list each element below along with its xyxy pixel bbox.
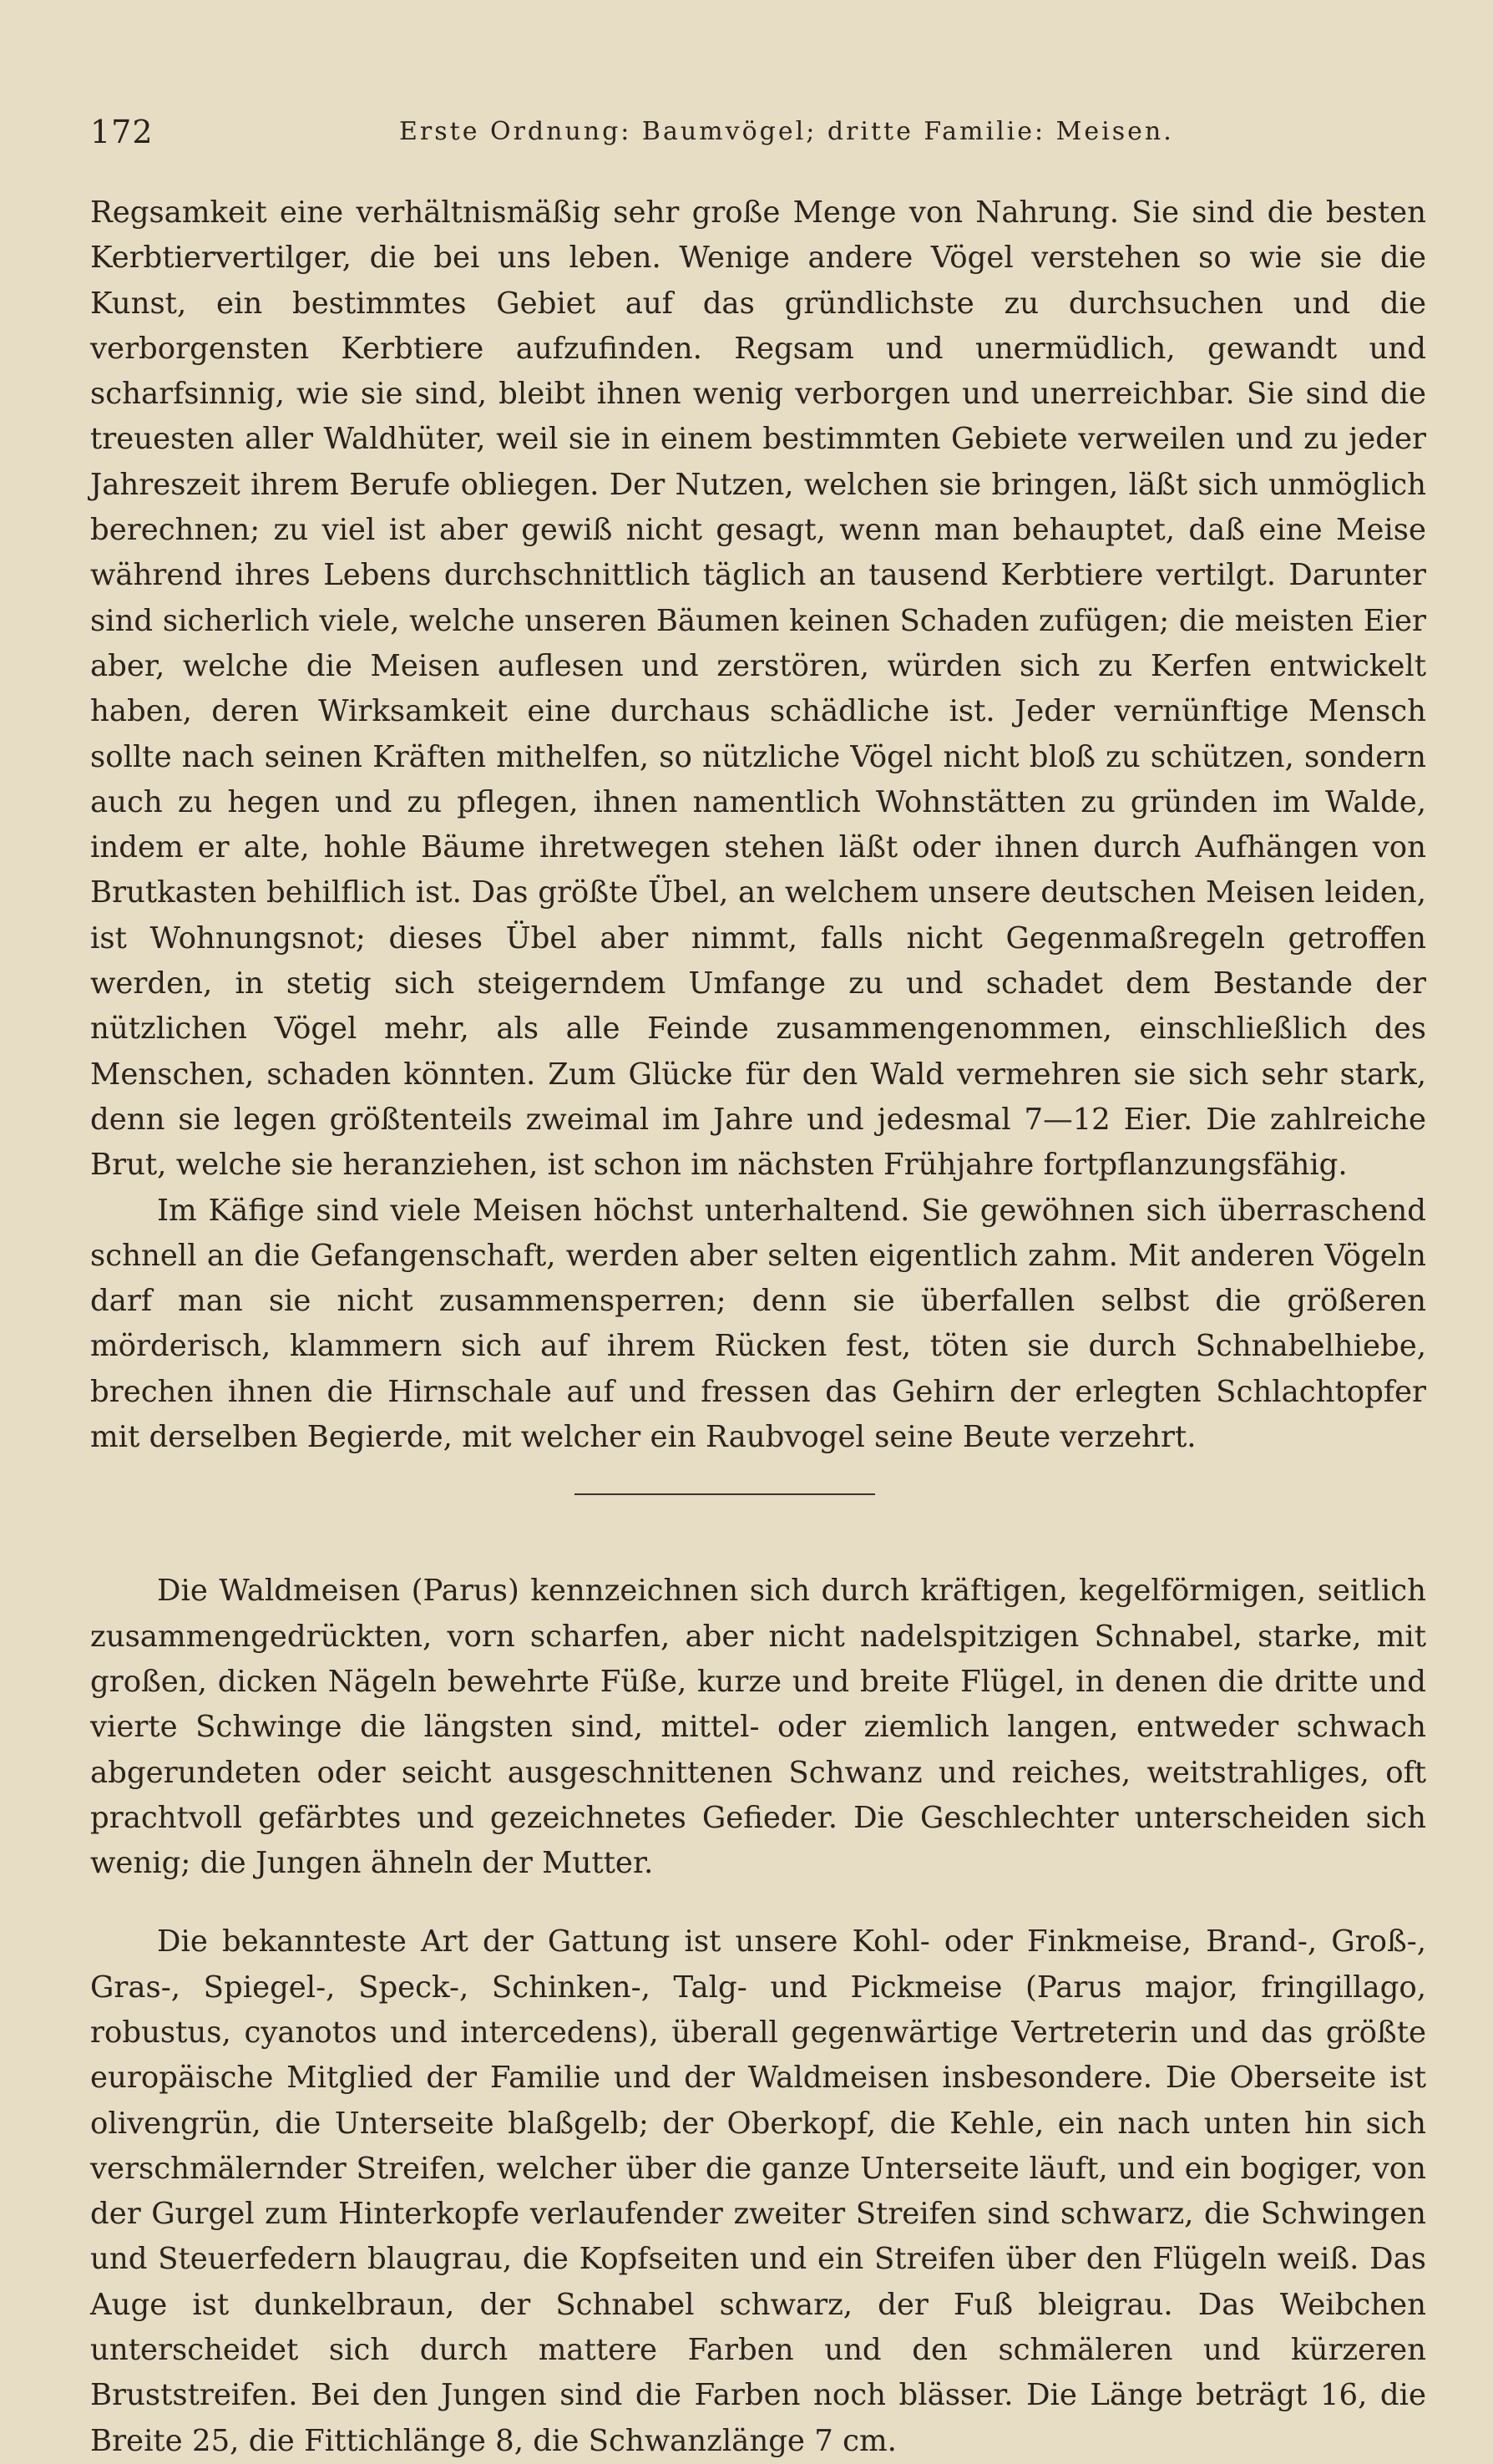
- paragraph-waldmeisen: Die Waldmeisen (Parus) kennzeichnen sich durch kräftigen, kegelförmigen, seitlich zusammengedrückten, vorn scharfen, aber nicht nadelspitzigen Schnabel, starke, mit großen, dicken Nägeln bewehrte Füße, kurze und breite Flügel, in denen die dritte und vierte Schwinge die längsten sind, mittel- oder ziemlich langen, entweder schwach abgerundeten oder seicht ausgeschnittenen Schwanz und reiches, weitstrahliges, oft prachtvoll gefärbtes und gezeichnetes Gefieder. Die Geschlechter unterscheiden sich wenig; die Jungen ähneln der Mutter.: [90, 1574, 1426, 1881]
- running-head: [90, 99, 1426, 154]
- section-divider: [574, 1493, 875, 1495]
- page-number: 172: [90, 114, 154, 150]
- paragraph-meisen-nutzen: Regsamkeit eine verhältnismäßig sehr große Menge von Nahrung. Sie sind die besten Kerbtiervertilger, die bei uns leben. Wenige andere Vögel verstehen so wie sie die Kunst, ein bestimmtes Gebiet auf das gründlichste zu durchsuchen und die verborgensten Kerbtiere aufzufinden. Regsam und unermüdlich, gewandt und scharfsinnig, wie sie sind, bleibt ihnen wenig verborgen und unerreichbar. Sie sind die treuesten aller Waldhüter, weil sie in einem bestimmten Gebiete verweilen und zu jeder Jahreszeit ihrem Berufe obliegen. Der Nutzen, welchen sie bringen, läßt sich unmöglich berechnen; zu viel ist aber gewiß nicht gesagt, wenn man behauptet, daß eine Meise während ihres Lebens durchschnittlich täglich an tausend Kerbtiere vertilgt. Darunter sind sicherlich viele, welche unseren Bäumen keinen Schaden zufügen; die meisten Eier aber, welche die Meisen auflesen und zerstören, würden sich zu Kerfen entwickelt haben, deren Wirksamkeit eine durchaus schädliche ist. Jeder vernünftige Mensch sollte nach seinen Kräften mithelfen, so nützliche Vögel nicht bloß zu schützen, sondern auch zu hegen und zu pflegen, ihnen namentlich Wohnstätten zu gründen im Walde, indem er alte, hohle Bäume ihretwegen stehen läßt oder ihnen durch Aufhängen von Brutkasten behilflich ist. Das größte Übel, an welchem unsere deutschen Meisen leiden, ist Wohnungsnot; dieses Übel aber nimmt, falls nicht Gegenmaßregeln getroffen werden, in stetig sich steigerndem Umfange zu und schadet dem Bestande der nützlichen Vögel mehr, als alle Feinde zusammengenommen, einschließlich des Menschen, schaden könnten. Zum Glücke für den Wald vermehren sie sich sehr stark, denn sie legen größtenteils zweimal im Jahre und jedesmal 7—12 Eier. Die zahlreiche Brut, welche sie heranziehen, ist schon im nächsten Frühjahre fortpflanzungsfähig.: [90, 195, 1426, 1183]
- paragraph-meisen-kaefig: Im Käfige sind viele Meisen höchst unterhaltend. Sie gewöhnen sich überraschend schnell an die Gefangenschaft, werden aber selten eigentlich zahm. Mit anderen Vögeln darf man sie nicht zusammensperren; denn sie überfallen selbst die größeren mörderisch, klammern sich auf ihrem Rücken fest, töten sie durch Schnabelhiebe, brechen ihnen die Hirnschale auf und fressen das Gehirn der erlegten Schlachtopfer mit derselben Begierde, mit welcher ein Raubvogel seine Beute verzehrt.: [90, 1193, 1426, 1455]
- running-head-title: Erste Ordnung: Baumvögel; dritte Familie: Meisen.: [399, 117, 1174, 146]
- paragraph-kohlmeise: Die bekannteste Art der Gattung ist unsere Kohl- oder Finkmeise, Brand-, Groß-, Gras-, Spiegel-, Speck-, Schinken-, Talg- und Pickmeise (Parus major, fringillago, robustus, cyanotos und intercedens), überall gegenwärtige Vertreterin und das größte europäische Mitglied der Familie und der Waldmeisen insbesondere. Die Oberseite ist olivengrün, die Unterseite blaßgelb; der Oberkopf, die Kehle, ein nach unten hin sich verschmälernder Streifen, welcher über die ganze Unterseite läuft, und ein bogiger, von der Gurgel zum Hinterkopfe verlaufender zweiter Streifen sind schwarz, die Schwingen und Steuerfedern blaugrau, die Kopfseiten und ein Streifen über den Flügeln weiß. Das Auge ist dunkelbraun, der Schnabel schwarz, der Fuß bleigrau. Das Weibchen unterscheidet sich durch mattere Farben und den schmäleren und kürzeren Bruststreifen. Bei den Jungen sind die Farben noch blässer. Die Länge beträgt 16, die Breite 25, die Fittichlänge 8, die Schwanzlänge 7 cm.: [90, 1924, 1426, 2458]
- page: [90, 99, 1426, 2464]
